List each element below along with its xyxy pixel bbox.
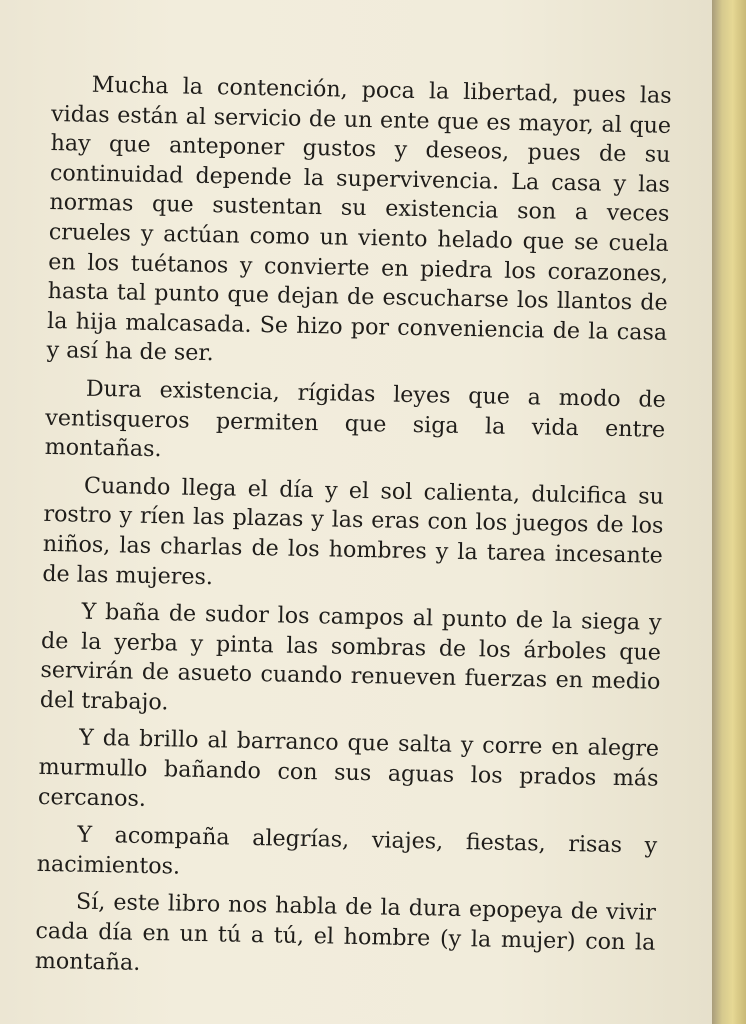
paragraph-6: Y acompaña alegrías, viajes, fiestas, risas y nacimientos. xyxy=(36,821,658,880)
paragraph-2: Dura existencia, rígidas leyes que a modo de ventisqueros permiten que siga la vida entre montañas. xyxy=(44,375,667,463)
paragraph-4: Y baña de sudor los campos al punto de la siega y de la yerba y pinta las sombras de los árboles que servirán de asueto cuando renueven fuerzas en medio del trabajo. xyxy=(39,598,662,716)
paragraph-5: Y da brillo al barranco que salta y corre en alegre murmullo bañando con sus aguas los prados más cercanos. xyxy=(37,725,660,812)
paragraph-1: Mucha la contención, poca la libertad, pues las vidas están al servicio de un ente que es mayor, al que hay que anteponer gustos y deseos, pues de su continuidad depende la supervivencia. La casa y las normas que sustentan su existencia son a veces crueles y actúan como un viento helado que se cuela en los tuétanos y convierte en piedra los corazones, hasta tal punto que dejan de escucharse los llantos de la hija malcasada. Se hizo por conveniencia de la casa y así ha de ser. xyxy=(46,71,672,367)
paragraph-3: Cuando llega el día y el sol calienta, dulcifica su rostro y ríen las plazas y las eras con los juegos de los niños, las charlas de los hombres y la tarea incesante de las mujeres. xyxy=(42,472,665,590)
page-edge xyxy=(712,0,746,1024)
paragraph-7: Sí, este libro nos habla de la dura epopeya de vivir cada día en un tú a tú, el hombre (y la mujer) con la montaña. xyxy=(34,889,657,976)
page-text xyxy=(34,70,671,996)
